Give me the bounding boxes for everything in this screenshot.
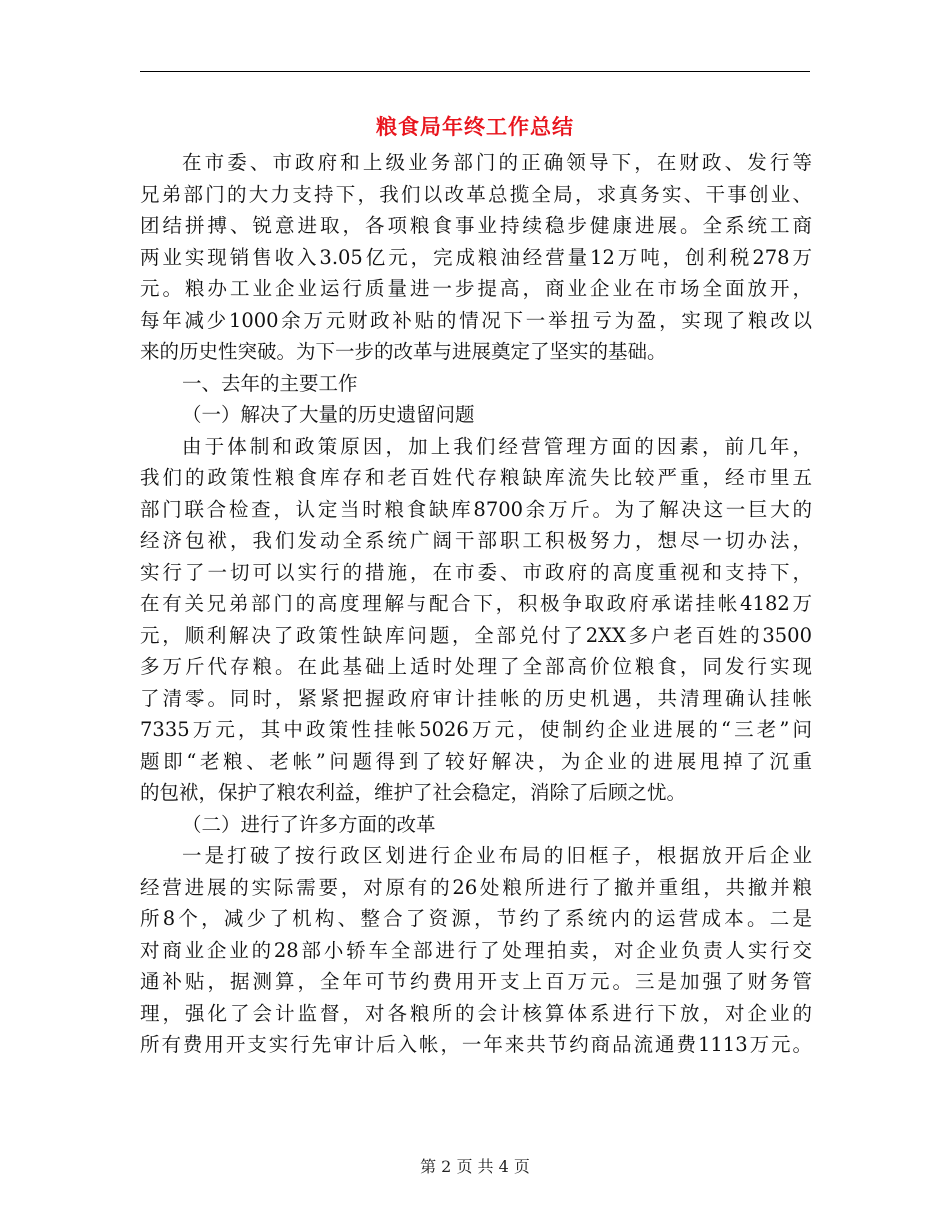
text-line: 来的历史性突破。为下一步的改革与进展奠定了坚实的基础。 [140, 340, 667, 363]
text-line: （一）解决了大量的历史遗留问题 [182, 403, 475, 426]
text-line: 元，顺利解决了政策性缺库问题，全部兑付了2XX多户老百姓的3500 [140, 623, 812, 647]
text-line: 7335万元，其中政策性挂帐5026万元，使制约企业进展的“三老”问 [140, 718, 812, 741]
page-footer: 第 2 页 共 4 页 [420, 1157, 530, 1176]
text-line: 对商业企业的28部小轿车全部进行了处理拍卖，对企业负责人实行交 [140, 938, 812, 962]
text-line: 元。粮办工业企业运行质量进一步提高，商业企业在市场全面放开， [140, 277, 812, 300]
text-line: 我们的政策性粮食库存和老百姓代存粮缺库流失比较严重，经市里五 [140, 466, 812, 489]
text-line: 实行了一切可以实行的措施，在市委、市政府的高度重视和支持下， [140, 560, 812, 584]
text-line: 的包袱，保护了粮农利益，维护了社会稳定，消除了后顾之忧。 [140, 781, 687, 804]
text-line: 多万斤代存粮。在此基础上适时处理了全部高价位粮食，同发行实现 [140, 655, 812, 678]
header-rule [140, 71, 810, 72]
document-title: 粮食局年终工作总结 [376, 115, 574, 139]
text-line: 团结拼搏、锐意进取，各项粮食事业持续稳步健康进展。全系统工商 [140, 214, 812, 237]
text-line: 经营进展的实际需要，对原有的26处粮所进行了撤并重组，共撤并粮 [140, 875, 812, 899]
text-line: 部门联合检查，认定当时粮食缺库8700余万斤。为了解决这一巨大的 [140, 497, 812, 521]
text-line: 由于体制和政策原因，加上我们经营管理方面的因素，前几年， [182, 434, 812, 458]
text-line: 通补贴，据测算，全年可节约费用开支上百万元。三是加强了财务管 [140, 970, 812, 993]
text-line: 题即“老粮、老帐”问题得到了较好解决，为企业的进展甩掉了沉重 [140, 749, 812, 773]
text-line: 了清零。同时，紧紧把握政府审计挂帐的历史机遇，共清理确认挂帐 [140, 686, 812, 710]
text-line: 兄弟部门的大力支持下，我们以改革总揽全局，求真务实、干事创业、 [140, 182, 812, 206]
text-line: 理，强化了会计监督，对各粮所的会计核算体系进行下放，对企业的 [140, 1001, 812, 1025]
text-line: （二）进行了许多方面的改革 [182, 812, 436, 836]
text-line: 两业实现销售收入3.05亿元，完成粮油经营量12万吨，创利税278万 [140, 245, 812, 269]
text-line: 所8个，减少了机构、整合了资源，节约了系统内的运营成本。二是 [140, 907, 812, 930]
document-body [140, 147, 812, 1061]
text-line: 一是打破了按行政区划进行企业布局的旧框子，根据放开后企业 [182, 844, 812, 867]
text-line: 在有关兄弟部门的高度理解与配合下，积极争取政府承诺挂帐4182万 [140, 592, 812, 615]
text-line: 经济包袱，我们发动全系统广阔干部职工积极努力，想尽一切办法， [140, 529, 812, 552]
text-line: 所有费用开支实行先审计后入帐，一年来共节约商品流通费1113万元。 [140, 1033, 812, 1056]
text-line: 一、去年的主要工作 [182, 371, 358, 395]
text-line: 每年减少1000余万元财政补贴的情况下一举扭亏为盈，实现了粮改以 [140, 308, 812, 332]
text-line: 在市委、市政府和上级业务部门的正确领导下，在财政、发行等 [182, 151, 812, 174]
